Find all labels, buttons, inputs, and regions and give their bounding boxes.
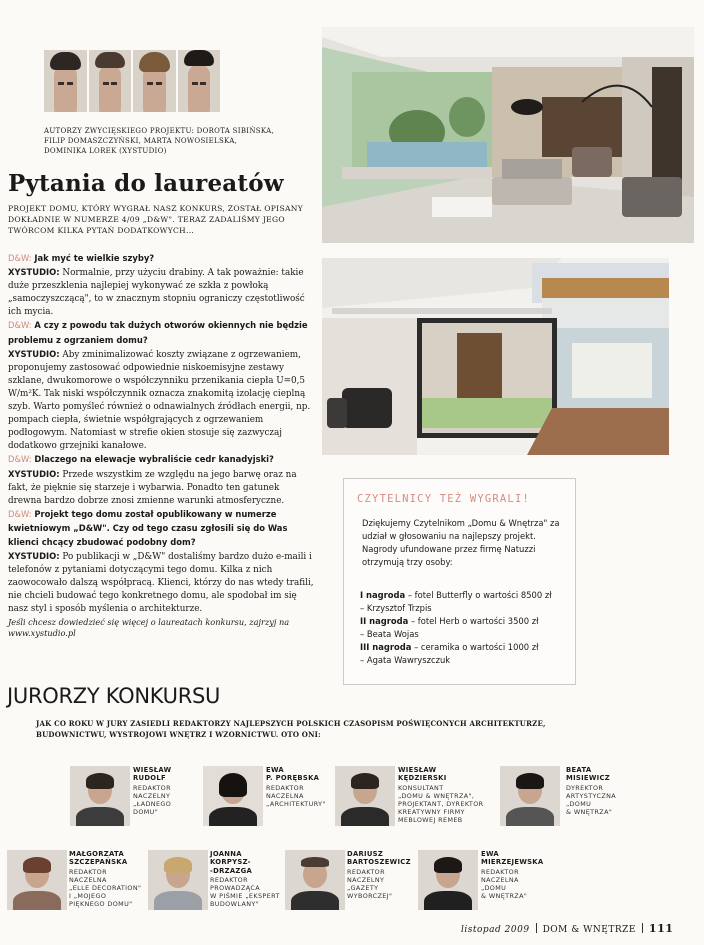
prize-item: II nagroda – fotel Herb o wartości 3500 zł: [360, 616, 539, 627]
studio-mark: XYSTUDIO:: [8, 348, 60, 359]
prize-item: I nagroda – fotel Butterfly o wartości 8500 zł: [360, 590, 552, 600]
juror-photo: [500, 766, 560, 826]
juror-role: KONSULTANT „DOMU & WNĘTRZA", PROJEKTANT, DYREKTOR KREATYWNY FIRMY MEBLOWEJ REMEB: [398, 784, 484, 825]
answer: Aby zminimalizować koszty związane z ogrzewaniem, proponujemy zastosować odpowiednie niskoemisyjne zestawy szklane, dwukomorowe o współczynniku przenikania ciepła U=0,5 W/m²K. Tak niski współczynnik oznacza znakomitą izolację cieplną szyb. Warto pomyśleć również o odnawialnych źródłach energii, np. pompach ciepła, świetnie współgrających z ogrzewaniem podłogowym. Natomiast w strefie okien stosuje się zazwyczaj dodatkowo grzejniki kanałowe.: [8, 349, 311, 452]
juror-name: DARIUSZ BARTOSZEWICZ: [347, 850, 411, 867]
prize-winner: – Agata Wawryszczuk: [360, 655, 451, 666]
juror-name: WIESŁAW RUDOLF: [133, 766, 172, 783]
question: Projekt tego domu został opublikowany w numerze kwietniowym „D&W". Czy od tego czasu zgłosili się do Was klienci chcący zbudować podobny dom?: [8, 508, 288, 547]
juror-photo: [418, 850, 478, 910]
juror-name: BEATA MISIEWICZ: [566, 766, 611, 783]
readers-text: Dziękujemy Czytelnikom „Domu & Wnętrza" za udział w głosowaniu na najlepszy projekt. Nagrody ufundowane przez firmę Natuzzi otrzymują trzy osoby:: [362, 518, 560, 567]
article-title: Pytania do laureatów: [8, 170, 284, 197]
magazine-name: DOM & WNĘTRZE: [542, 925, 636, 935]
issue-date: listopad 2009: [461, 925, 530, 935]
juror-photo: [7, 850, 67, 910]
answer: Po publikacji w „D&W" dostaliśmy bardzo dużo e-maili i telefonów z pytaniami dotyczącymi tego domu. Kilka z nich zaowocowało dalszą współpracą. Klienci, którzy do nas wtedy trafili, nie chcieli budować tego konkretnego domu, ale spodobał im się nasz styl i sposób myślenia o architekturze.: [8, 552, 314, 615]
dw-mark: D&W:: [8, 454, 32, 465]
author-photo: [44, 50, 87, 112]
juror-photo: [203, 766, 263, 826]
dw-mark: D&W:: [8, 508, 32, 519]
prize-item: III nagroda – ceramika o wartości 1000 zł: [360, 642, 539, 653]
juror-name: WIESŁAW KĘDZIERSKI: [398, 766, 447, 783]
juror-photo: [148, 850, 208, 910]
juror-role: REDAKTOR NACZELNY „GAZETY WYBORCZEJ": [347, 868, 393, 901]
page-footer: [461, 922, 673, 935]
authors-caption: AUTORZY ZWYCIĘSKIEGO PROJEKTU: DOROTA SIBIŃSKA, FILIP DOMASZCZYŃSKI, MARTA NOWOSIELSKA, DOMINIKA LOREK (XYSTUDIO): [44, 127, 274, 155]
prize-winner: – Beata Wojas: [360, 629, 419, 640]
juror-role: DYREKTOR ARTYSTYCZNA „DOMU & WNĘTRZA": [566, 784, 617, 817]
juror-photo: [285, 850, 345, 910]
prize-list: [360, 589, 570, 668]
readers-title: CZYTELNICY TEŻ WYGRALI!: [357, 493, 530, 505]
juror-photo: [70, 766, 130, 826]
juror-name: JOANNA KORPYSZ- -DRZAZGA: [210, 850, 253, 875]
studio-mark: XYSTUDIO:: [8, 468, 60, 479]
juror-name: EWA MIERZEJEWSKA: [481, 850, 544, 867]
exterior-photo: [322, 258, 669, 455]
author-photo: [133, 50, 176, 112]
prize-winner: – Krzysztof Trzpis: [360, 603, 432, 614]
jury-intro: JAK CO ROKU W JURY ZASIEDLI REDAKTORZY NAJLEPSZYCH POLSKICH CZASOPISM POŚWIĘCONYCH ARCHITEKTURZE, BUDOWNICTWU, WYSTROJOWI WNĘTRZ I WZORNICTWU. OTO ONI:: [36, 719, 546, 739]
readers-box: [343, 478, 576, 685]
question: Jak myć te wielkie szyby?: [34, 253, 155, 263]
question: A czy z powodu tak dużych otworów okiennych nie będzie problemu z ogrzaniem domu?: [8, 320, 308, 345]
dw-mark: D&W:: [8, 253, 32, 263]
studio-mark: XYSTUDIO:: [8, 267, 60, 278]
juror-role: REDAKTOR NACZELNY „ŁADNEGO DOMU": [133, 784, 172, 817]
juror-name: MAŁGORZATA SZCZEPAŃSKA: [69, 850, 128, 867]
author-photos: [44, 50, 220, 112]
jury-title: JURORZY KONKURSU: [7, 684, 221, 708]
juror-role: REDAKTOR NACZELNA „ARCHITEKTURY": [266, 784, 326, 809]
author-photo: [89, 50, 132, 112]
dw-mark: D&W:: [8, 320, 32, 331]
juror-photo: [335, 766, 395, 826]
article-footnote: Jeśli chcesz dowiedzieć się więcej o laureatach konkursu, zajrzyj na www.xystudio.pl: [8, 616, 290, 638]
studio-mark: XYSTUDIO:: [8, 551, 60, 562]
question: Dlaczego na elewacje wybraliście cedr kanadyjski?: [34, 454, 274, 465]
answer: Normalnie, przy użyciu drabiny. A tak poważnie: takie duże przeszklenia najlepiej wykonywać ze szkła z powłoką „samoczyszczącą", to w znacznym stopniu ograniczy częstotliwość ich mycia.: [8, 268, 305, 318]
article-intro: PROJEKT DOMU, KTÓRY WYGRAŁ NASZ KONKURS, ZOSTAŁ OPISANY DOKŁADNIE W NUMERZE 4/09 „D&W". TERAZ ZADALIŚMY JEGO TWÓRCOM KILKA PYTAŃ DODATKOWYCH...: [8, 204, 304, 235]
interior-photo: [322, 27, 694, 243]
juror-role: REDAKTOR NACZELNA „ELLE DECORATION" I „MOJEGO PIĘKNEGO DOMU": [69, 868, 142, 909]
page-number: 111: [648, 922, 674, 935]
answer: Przede wszystkim ze względu na jego barwę oraz na fakt, że pięknie się starzeje i wybarwia. Ponadto ten gatunek drewna bardzo dobrze znosi zmienne warunki atmosferyczne.: [8, 469, 297, 506]
juror-name: EWA P. PORĘBSKA: [266, 766, 320, 783]
qa-section: [8, 252, 314, 639]
juror-role: REDAKTOR NACZELNA „DOMU & WNĘTRZA": [481, 868, 528, 901]
author-photo: [178, 50, 221, 112]
juror-role: REDAKTOR PROWADZĄCA W PIŚMIE „EKSPERT BUDOWLANY": [210, 876, 280, 909]
